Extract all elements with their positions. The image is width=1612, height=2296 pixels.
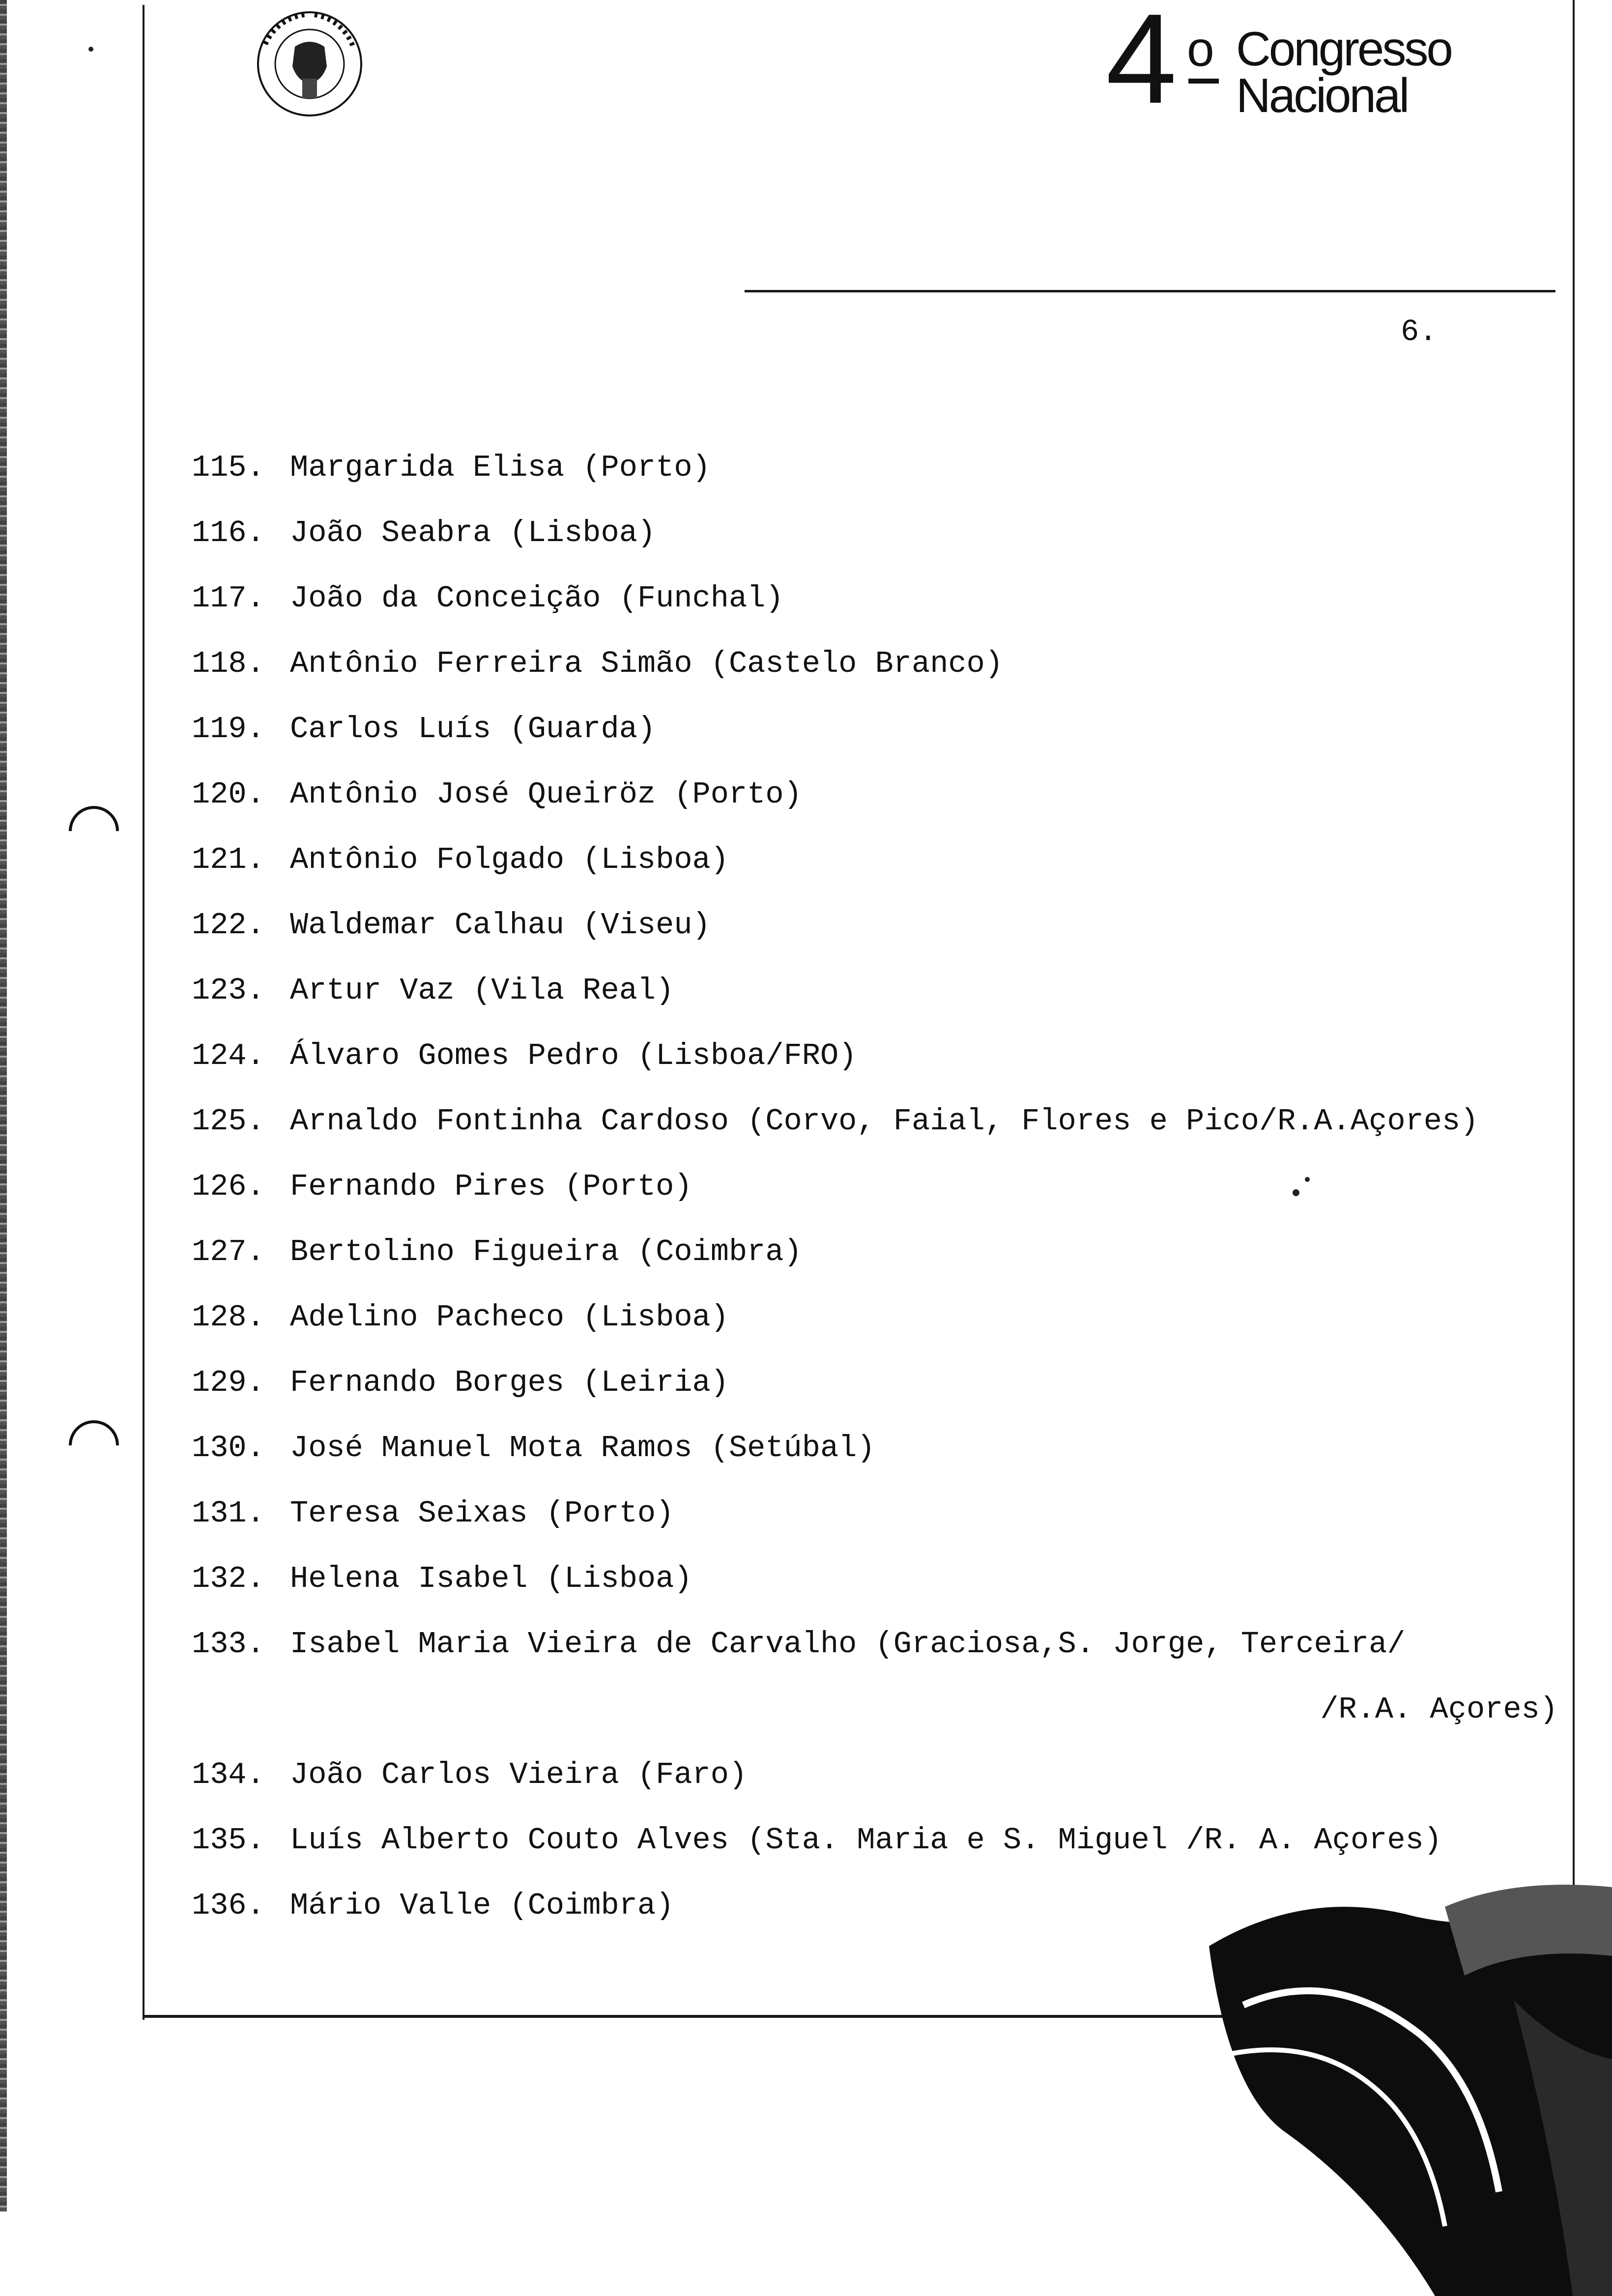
delegate-list xyxy=(192,435,1568,1938)
page-number: 6. xyxy=(1401,315,1438,349)
list-item xyxy=(192,1154,1568,1219)
entry-number: 116. xyxy=(192,516,265,550)
entry-text: Antônio Folgado (Lisboa) xyxy=(290,842,729,877)
entry-continuation: /R.A. Açores) xyxy=(1320,1692,1558,1727)
list-item xyxy=(192,892,1568,958)
list-item xyxy=(192,1546,1568,1611)
entry-text: Isabel Maria Vieira de Carvalho (Graciosa,S. Jorge, Terceira/ xyxy=(290,1627,1406,1662)
list-item xyxy=(192,1808,1568,1873)
entry-number: 135. xyxy=(192,1823,265,1858)
entry-text: Antônio Ferreira Simão (Castelo Branco) xyxy=(290,646,1004,681)
entry-text: João Carlos Vieira (Faro) xyxy=(290,1757,748,1792)
entry-number: 128. xyxy=(192,1300,265,1335)
list-item xyxy=(192,1023,1568,1089)
punch-hole-mark xyxy=(58,1410,129,1481)
entry-text: Artur Vaz (Vila Real) xyxy=(290,973,674,1008)
entry-number: 121. xyxy=(192,842,265,877)
entry-text: Fernando Pires (Porto) xyxy=(290,1169,692,1204)
entry-text: Arnaldo Fontinha Cardoso (Corvo, Faial, Flores e Pico/R.A.Açores) xyxy=(290,1104,1479,1139)
entry-number: 132. xyxy=(192,1561,265,1596)
entry-number: 117. xyxy=(192,581,265,616)
right-margin-line xyxy=(1573,0,1575,2005)
entry-number: 120. xyxy=(192,777,265,812)
logo-word-nacional: Nacional xyxy=(1236,68,1408,122)
entry-text: José Manuel Mota Ramos (Setúbal) xyxy=(290,1431,875,1465)
entry-number: 123. xyxy=(192,973,265,1008)
entry-text: Waldemar Calhau (Viseu) xyxy=(290,908,711,943)
entry-text: Bertolino Figueira (Coimbra) xyxy=(290,1234,802,1269)
list-item xyxy=(192,435,1568,500)
entry-text: João da Conceição (Funchal) xyxy=(290,581,784,616)
left-margin-line xyxy=(143,5,144,2020)
list-item xyxy=(192,566,1568,631)
party-emblem-seal xyxy=(246,5,374,123)
list-item xyxy=(192,1742,1568,1808)
entry-text: Fernando Borges (Leiria) xyxy=(290,1365,729,1400)
entry-text: Luís Alberto Couto Alves (Sta. Maria e S. Miguel /R. A. Açores) xyxy=(290,1823,1442,1858)
entry-number: 131. xyxy=(192,1496,265,1531)
list-item xyxy=(192,1611,1568,1677)
congress-logo xyxy=(1106,0,1479,130)
entry-number: 125. xyxy=(192,1104,265,1139)
logo-word-congresso: Congresso xyxy=(1236,22,1451,76)
speck xyxy=(1293,1189,1299,1196)
list-item xyxy=(192,1285,1568,1350)
list-item xyxy=(192,1219,1568,1285)
entry-number: 122. xyxy=(192,908,265,943)
entry-text: Teresa Seixas (Porto) xyxy=(290,1496,674,1531)
entry-number: 129. xyxy=(192,1365,265,1400)
list-item xyxy=(192,1481,1568,1546)
speck xyxy=(88,47,93,52)
list-item xyxy=(192,1089,1568,1154)
entry-text: Carlos Luís (Guarda) xyxy=(290,712,656,746)
logo-ordinal: o xyxy=(1187,22,1214,77)
entry-number: 134. xyxy=(192,1757,265,1792)
speck xyxy=(1305,1177,1310,1182)
entry-text: Helena Isabel (Lisboa) xyxy=(290,1561,692,1596)
list-item xyxy=(192,631,1568,696)
entry-number: 130. xyxy=(192,1431,265,1465)
list-item xyxy=(192,762,1568,827)
list-item xyxy=(192,958,1568,1023)
entry-text: Mário Valle (Coimbra) xyxy=(290,1888,674,1923)
entry-text: Margarida Elisa (Porto) xyxy=(290,450,711,485)
entry-number: 118. xyxy=(192,646,265,681)
list-item xyxy=(192,1350,1568,1415)
entry-number: 127. xyxy=(192,1234,265,1269)
binding-strip xyxy=(0,0,7,2211)
list-item xyxy=(192,500,1568,566)
list-item xyxy=(192,1415,1568,1481)
entry-number: 124. xyxy=(192,1038,265,1073)
entry-text: Antônio José Queiröz (Porto) xyxy=(290,777,802,812)
logo-numeral: 4 xyxy=(1106,0,1177,130)
punch-hole-mark xyxy=(58,796,129,866)
header-rule xyxy=(745,290,1555,292)
list-item xyxy=(192,696,1568,762)
entry-number: 119. xyxy=(192,712,265,746)
list-item xyxy=(192,827,1568,892)
entry-text: Adelino Pacheco (Lisboa) xyxy=(290,1300,729,1335)
decorative-flag-graphic xyxy=(1170,1877,1612,2296)
entry-number: 133. xyxy=(192,1627,265,1662)
entry-text: Álvaro Gomes Pedro (Lisboa/FRO) xyxy=(290,1038,857,1073)
entry-number: 136. xyxy=(192,1888,265,1923)
entry-text: João Seabra (Lisboa) xyxy=(290,516,656,550)
entry-number: 126. xyxy=(192,1169,265,1204)
entry-number: 115. xyxy=(192,450,265,485)
logo-ordinal-bar xyxy=(1188,79,1219,84)
